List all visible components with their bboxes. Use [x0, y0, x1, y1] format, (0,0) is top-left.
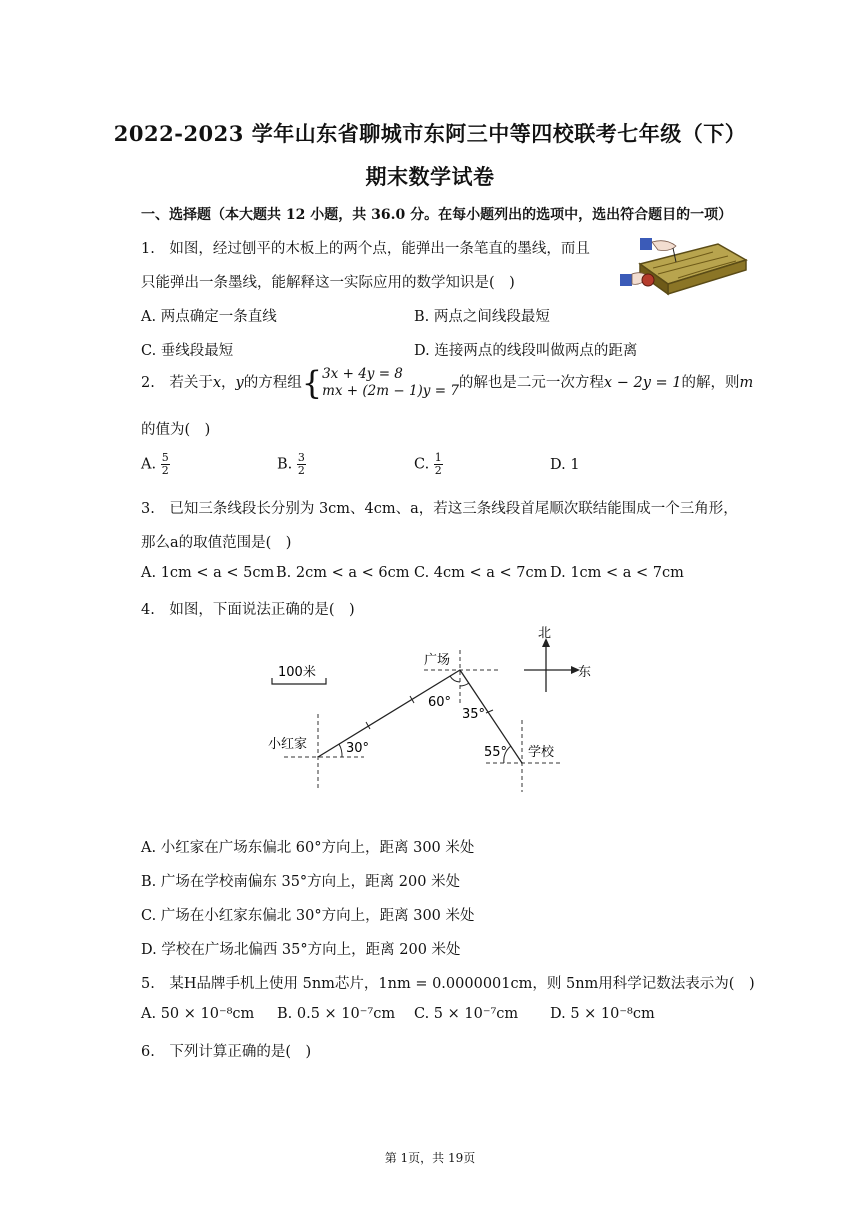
q2-prefix: 2. 若关于 — [141, 375, 213, 391]
q2-eq2: mx + (2m − 1)y = 7 — [322, 383, 459, 399]
q2-option-b-fraction — [297, 452, 306, 477]
q2-text-line1 — [141, 366, 753, 400]
q5-option-a: A. 50 × 10⁻⁸cm — [141, 1006, 255, 1022]
angle-35-label: 35° — [462, 707, 486, 722]
q2-var-m: m — [739, 375, 754, 391]
q1-option-b: B. 两点之间线段最短 — [414, 309, 550, 325]
q2-b-numerator: 3 — [297, 451, 305, 464]
q1-wood-board-illustration — [618, 234, 748, 302]
q2-brace: { — [301, 364, 323, 402]
q2-c-numerator: 1 — [434, 451, 442, 464]
q2-var-y: y — [235, 375, 244, 391]
school-label: 学校 — [528, 745, 555, 760]
section-header: 一、选择题（本大题共 12 小题，共 36.0 分。在每小题列出的选项中，选出符合题目的一项） — [141, 207, 733, 223]
q2-suffix: 的解也是二元一次方程 — [458, 375, 604, 391]
page-title-line2: 期末数学试卷 — [365, 164, 495, 189]
q4-option-c: C. 广场在小红家东偏北 30°方向上，距离 300 米处 — [141, 908, 475, 924]
q1-text-line1: 1. 如图，经过刨平的木板上的两个点，能弹出一条笔直的墨线，而且 — [141, 241, 590, 257]
east-label: 东 — [578, 665, 592, 680]
scale-label: 100米 — [278, 665, 316, 680]
q5-option-b: B. 0.5 × 10⁻⁷cm — [277, 1006, 396, 1022]
q2-option-a — [141, 452, 170, 477]
q4-text: 4. 如图，下面说法正确的是( ) — [141, 602, 355, 618]
q2-b-denominator: 2 — [297, 464, 305, 477]
q1-text-line2: 只能弹出一条墨线，能解释这一实际应用的数学知识是( ) — [141, 275, 515, 291]
q2-text-line2: 的值为( ) — [141, 422, 211, 438]
angle-30-label: 30° — [346, 741, 370, 756]
plaza-label: 广场 — [424, 653, 451, 668]
q2-option-c — [414, 452, 443, 477]
q3-text-line2: 那么a的取值范围是( ) — [141, 535, 292, 551]
home-label: 小红家 — [268, 737, 308, 752]
q5-option-d: D. 5 × 10⁻⁸cm — [550, 1006, 655, 1022]
q6-text: 6. 下列计算正确的是( ) — [141, 1044, 312, 1060]
q2-c-denominator: 2 — [434, 464, 442, 477]
q3-option-b: B. 2cm < a < 6cm — [276, 565, 410, 581]
q2-comma: ， — [221, 375, 236, 391]
q2-option-c-label: C. — [414, 456, 430, 473]
q1-option-a: A. 两点确定一条直线 — [141, 309, 277, 325]
q2-a-denominator: 2 — [161, 464, 169, 477]
q3-option-c: C. 4cm < a < 7cm — [414, 565, 548, 581]
angle-60-label: 60° — [428, 695, 452, 710]
page-title-line1: 2022-2023 学年山东省聊城市东阿三中等四校联考七年级（下） — [113, 121, 747, 146]
angle-55-label: 55° — [484, 745, 508, 760]
q4-option-a: A. 小红家在广场东偏北 60°方向上，距离 300 米处 — [141, 840, 475, 856]
q2-option-b — [277, 452, 306, 477]
q2-equation-system — [322, 366, 459, 400]
q3-option-d: D. 1cm < a < 7cm — [550, 565, 684, 581]
q2-option-c-fraction — [434, 452, 443, 477]
q2-option-a-label: A. — [141, 456, 157, 473]
north-label: 北 — [538, 626, 552, 641]
q4-option-d: D. 学校在广场北偏西 35°方向上，距离 200 米处 — [141, 942, 461, 958]
q2-option-d: D. 1 — [550, 457, 580, 473]
q2-suffix2: 的解，则 — [681, 375, 740, 391]
q2-option-a-fraction — [161, 452, 170, 477]
q1-option-d: D. 连接两点的线段叫做两点的距离 — [414, 343, 638, 359]
q5-option-c: C. 5 × 10⁻⁷cm — [414, 1006, 519, 1022]
q1-option-c: C. 垂线段最短 — [141, 343, 234, 359]
q2-eq3: x − 2y = 1 — [603, 375, 682, 391]
q5-text: 5. 某H品牌手机上使用 5nm芯片，1nm = 0.0000001cm，则 5nm用科学记数法表示为( ) — [141, 976, 755, 992]
q2-eq1: 3x + 4y = 8 — [322, 366, 403, 382]
q4-option-b: B. 广场在学校南偏东 35°方向上，距离 200 米处 — [141, 874, 461, 890]
q2-a-numerator: 5 — [161, 451, 169, 464]
page-footer: 第 1页，共 19页 — [384, 1151, 476, 1165]
q3-text-line1: 3. 已知三条线段长分别为 3cm、4cm、a，若这三条线段首尾顺次联结能围成一个三角形， — [141, 501, 738, 517]
q2-option-b-label: B. — [277, 456, 293, 473]
q4-direction-figure — [260, 620, 600, 800]
q3-option-a: A. 1cm < a < 5cm — [141, 565, 275, 581]
q2-mid: 的方程组 — [243, 375, 302, 391]
q2-var-x: x — [212, 375, 222, 391]
